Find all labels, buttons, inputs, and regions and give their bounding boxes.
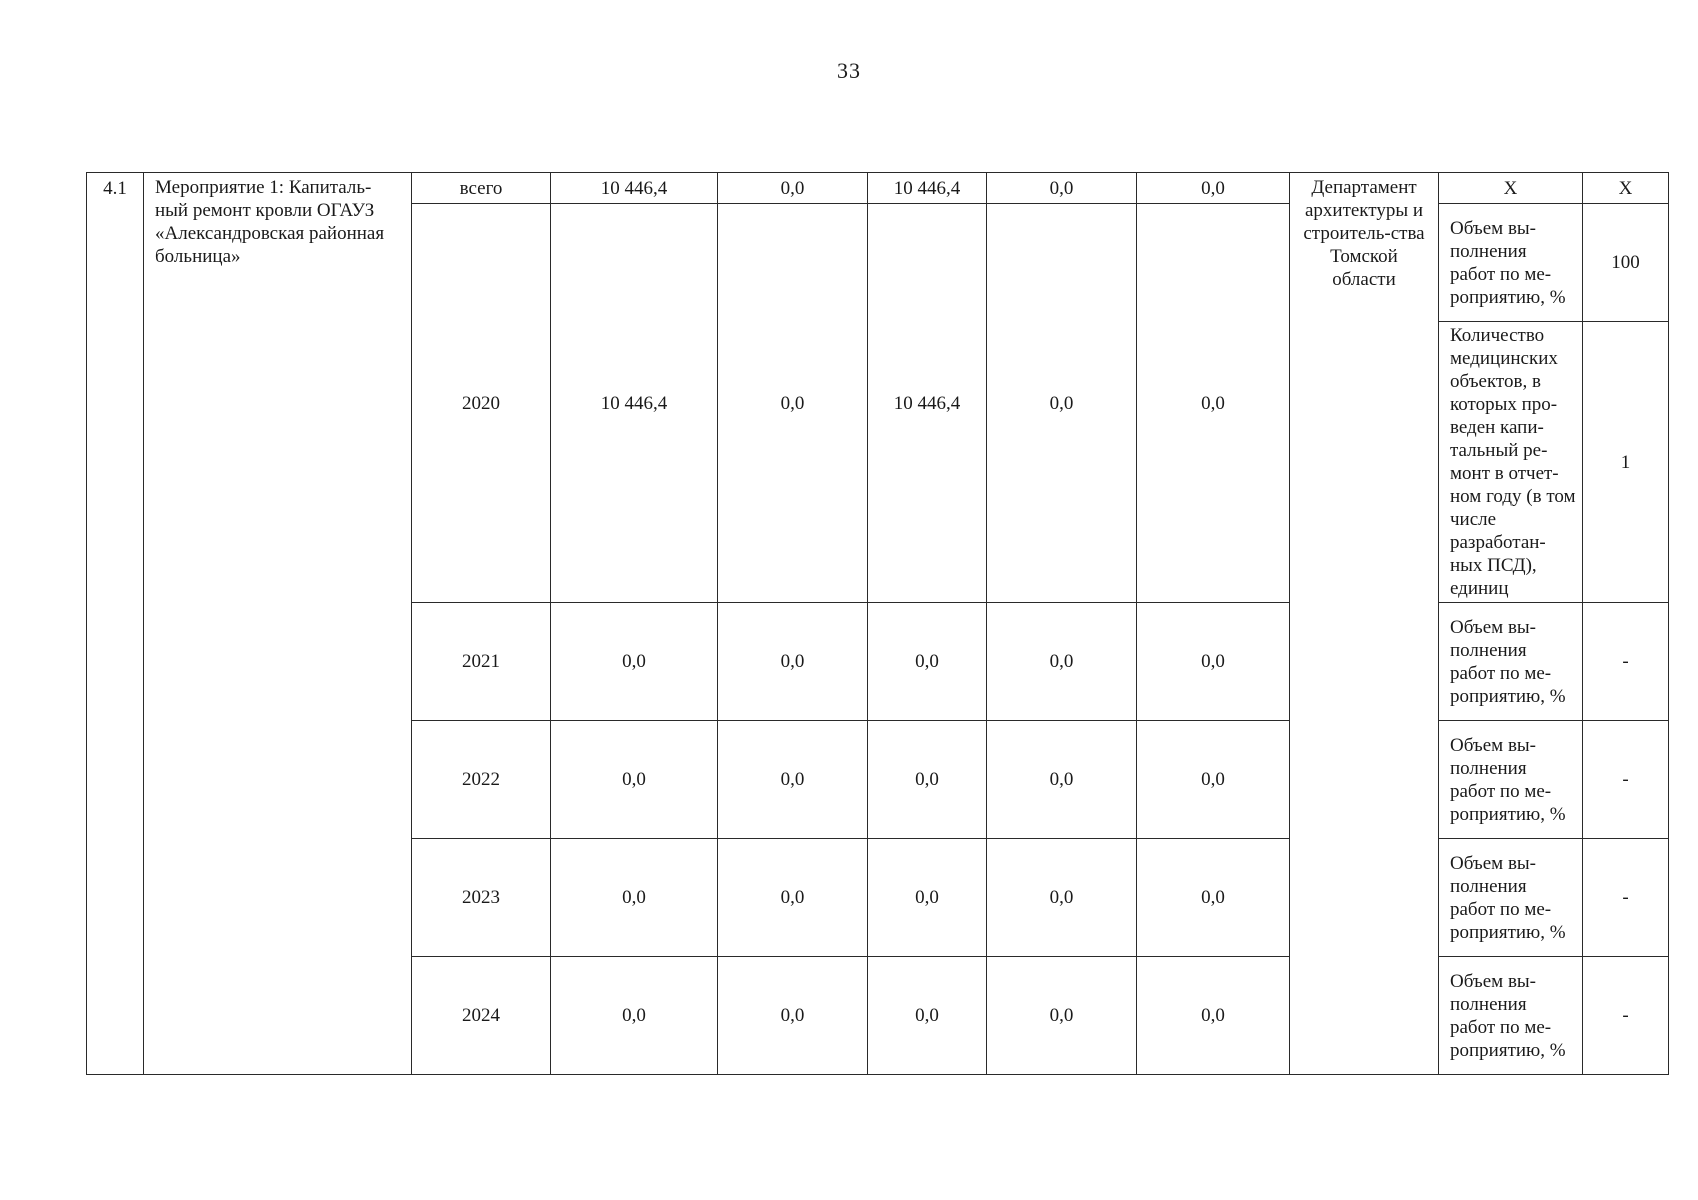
indicator-name-cell: Объем вы-полнения работ по ме-роприятию, %: [1439, 839, 1583, 957]
local-funding-cell: 0,0: [987, 721, 1137, 839]
regional-funding-cell: 0,0: [868, 957, 987, 1075]
regional-funding-cell: 10 446,4: [868, 204, 987, 603]
indicator-name-cell: Объем вы-полнения работ по ме-роприятию, %: [1439, 204, 1583, 322]
page-number: 33: [837, 58, 861, 83]
indicator-value-cell: -: [1583, 957, 1669, 1075]
total-funding-cell: 10 446,4: [551, 173, 718, 204]
federal-funding-cell: 0,0: [718, 173, 868, 204]
period-cell: 2022: [412, 721, 551, 839]
total-funding-cell: 0,0: [551, 603, 718, 721]
regional-funding-cell: 0,0: [868, 839, 987, 957]
federal-funding-cell: 0,0: [718, 603, 868, 721]
indicator-value-cell: -: [1583, 603, 1669, 721]
period-cell: 2021: [412, 603, 551, 721]
other-funding-cell: 0,0: [1137, 603, 1290, 721]
other-funding-cell: 0,0: [1137, 839, 1290, 957]
period-cell: 2023: [412, 839, 551, 957]
indicator-name-cell: Объем вы-полнения работ по ме-роприятию, %: [1439, 721, 1583, 839]
indicator-name-cell: Х: [1439, 173, 1583, 204]
period-cell: всего: [412, 173, 551, 204]
other-funding-cell: 0,0: [1137, 957, 1290, 1075]
indicator-value-cell: -: [1583, 721, 1669, 839]
federal-funding-cell: 0,0: [718, 721, 868, 839]
period-cell: 2024: [412, 957, 551, 1075]
local-funding-cell: 0,0: [987, 173, 1137, 204]
row-number: 4.1: [87, 173, 144, 1075]
indicator-value-cell: Х: [1583, 173, 1669, 204]
indicator-value-cell: 1: [1583, 322, 1669, 603]
local-funding-cell: 0,0: [987, 957, 1137, 1075]
indicator-name-cell: Объем вы-полнения работ по ме-роприятию, %: [1439, 957, 1583, 1075]
local-funding-cell: 0,0: [987, 839, 1137, 957]
table-row: [87, 173, 1669, 204]
indicator-value-cell: -: [1583, 839, 1669, 957]
regional-funding-cell: 0,0: [868, 603, 987, 721]
total-funding-cell: 10 446,4: [551, 204, 718, 603]
total-funding-cell: 0,0: [551, 721, 718, 839]
regional-funding-cell: 10 446,4: [868, 173, 987, 204]
indicator-name-cell: Объем вы-полнения работ по ме-роприятию, %: [1439, 603, 1583, 721]
federal-funding-cell: 0,0: [718, 957, 868, 1075]
period-cell: 2020: [412, 204, 551, 603]
indicator-name-cell: Количество медицинских объектов, в которых про-веден капи-тальный ре-монт в отчет-ном году (в том числе разработан-ных ПСД), единиц: [1439, 322, 1583, 603]
local-funding-cell: 0,0: [987, 603, 1137, 721]
total-funding-cell: 0,0: [551, 957, 718, 1075]
program-table: [86, 172, 1669, 1075]
federal-funding-cell: 0,0: [718, 204, 868, 603]
other-funding-cell: 0,0: [1137, 721, 1290, 839]
other-funding-cell: 0,0: [1137, 173, 1290, 204]
other-funding-cell: 0,0: [1137, 204, 1290, 603]
measure-name: Мероприятие 1: Капиталь-ный ремонт кровли ОГАУЗ «Александровская районная больница»: [144, 173, 412, 1075]
regional-funding-cell: 0,0: [868, 721, 987, 839]
federal-funding-cell: 0,0: [718, 839, 868, 957]
total-funding-cell: 0,0: [551, 839, 718, 957]
local-funding-cell: 0,0: [987, 204, 1137, 603]
indicator-value-cell: 100: [1583, 204, 1669, 322]
responsible-department: Департамент архитектуры и строитель-ства Томской области: [1290, 173, 1439, 1075]
